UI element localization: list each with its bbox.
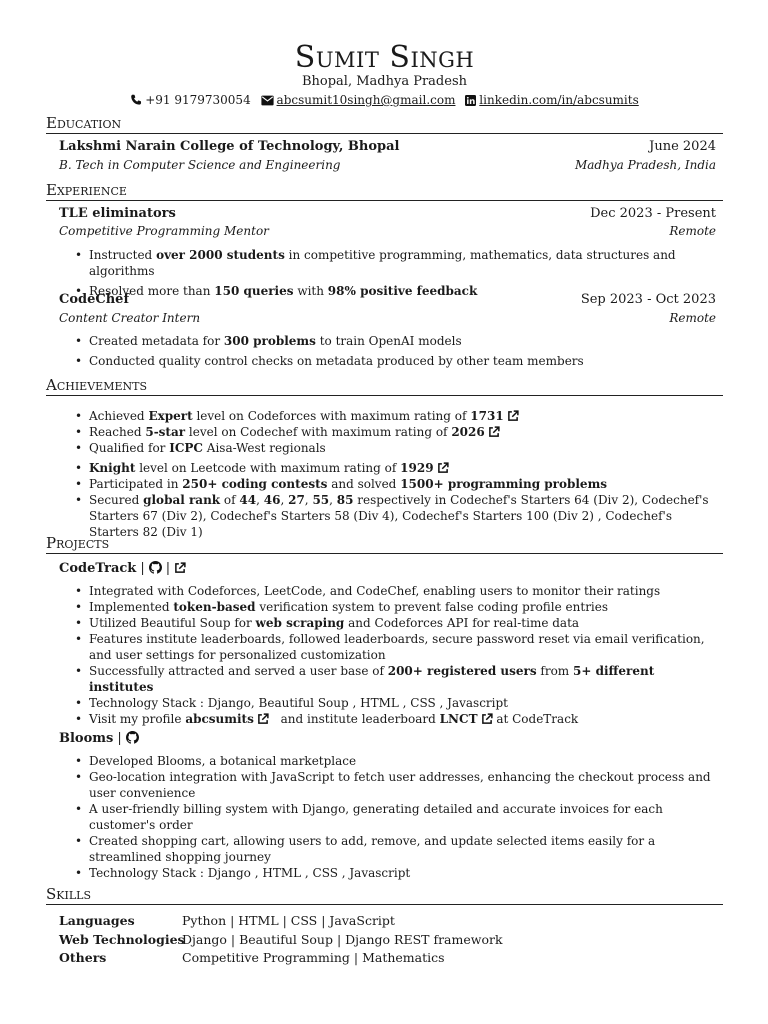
linkedin-item[interactable] [465, 91, 638, 109]
external-link-icon[interactable] [481, 713, 493, 725]
experience-dates: Dec 2023 - Present [590, 206, 716, 221]
list-item: • Conducted quality control checks on metadata produced by other team members [75, 353, 720, 369]
skill-row [59, 931, 716, 950]
experience-subheader [59, 310, 716, 328]
phone-icon [130, 94, 142, 106]
list-item: • Created metadata for 300 problems to train OpenAI models [75, 333, 720, 349]
phone-item[interactable] [130, 91, 251, 109]
experience-location: Remote [669, 311, 716, 325]
list-item: • Participated in 250+ coding contests and solved 1500+ programming problems [75, 476, 720, 492]
list-item: • Achieved Expert level on Codeforces with maximum rating of 1731 [75, 408, 720, 424]
github-icon[interactable] [149, 561, 162, 574]
list-item: • Technology Stack : Django , HTML , CSS , Javascript [75, 865, 720, 881]
experience-org: TLE eliminators [59, 206, 176, 221]
experience-bullets [75, 333, 720, 369]
skill-category: Languages [59, 913, 135, 928]
list-item: • Knight level on Leetcode with maximum rating of 1929 [75, 460, 720, 476]
education-place: Madhya Pradesh, India [574, 158, 716, 172]
experience-org: CodeChef [59, 292, 130, 307]
list-item: • Visit my profile abcsumits and institute leaderboard LNCT at CodeTrack [75, 711, 720, 727]
section-experience: Experience [46, 181, 723, 201]
blooms-bullets [75, 753, 720, 881]
experience-location: Remote [669, 224, 716, 238]
list-item: • Features institute leaderboards, followed leaderboards, secure password reset via email verification, and user settings for personalized customization [75, 631, 720, 663]
degree: B. Tech in Computer Science and Engineering [59, 158, 341, 172]
linkedin-icon [465, 95, 476, 106]
education-date: June 2024 [649, 139, 716, 154]
codetrack-bullets [75, 583, 720, 727]
section-achievements: Achievements [46, 376, 723, 396]
experience-role: Content Creator Intern [59, 311, 201, 325]
list-item: • A user-friendly billing system with Django, generating detailed and accurate invoices for each customer's order [75, 801, 720, 833]
list-item: • Utilized Beautiful Soup for web scraping and Codeforces API for real-time data [75, 615, 720, 631]
skill-values: Django | Beautiful Soup | Django REST framework [182, 931, 503, 947]
resume-name: Sumit Singh [294, 40, 475, 75]
project-name: Blooms [59, 731, 114, 746]
external-link-icon[interactable] [257, 713, 269, 725]
external-link-icon[interactable] [488, 426, 500, 438]
skill-values: Competitive Programming | Mathematics [182, 950, 445, 965]
project-name: CodeTrack [59, 561, 137, 576]
location: Bhopal, Madhya Pradesh [301, 74, 467, 89]
school-name: Lakshmi Narain College of Technology, Bhopal [59, 139, 400, 154]
list-item: • Successfully attracted and served a user base of 200+ registered users from 5+ different institutes [75, 663, 720, 695]
github-icon[interactable] [126, 731, 139, 744]
section-skills: Skills [46, 885, 723, 905]
list-item: • Technology Stack : Django, Beautiful Soup , HTML , CSS , Javascript [75, 695, 720, 711]
external-link-icon[interactable] [174, 562, 186, 574]
linkedin-link[interactable]: linkedin.com/in/abcsumits [479, 93, 639, 107]
list-item: • Geo-location integration with JavaScript to fetch user addresses, enhancing the checkout process and user convenience [75, 769, 720, 801]
experience-dates: Sep 2023 - Oct 2023 [580, 292, 716, 307]
list-item: • Developed Blooms, a botanical marketplace [75, 753, 720, 769]
skill-values: Python | HTML | CSS | JavaScript [182, 913, 395, 928]
list-item: • Secured global rank of 44, 46, 27, 55, 85 respectively in Codechef's Starters 64 (Div 2), Codechef's Starters 67 (Div 2), Codechef's Starters 58 (Div 4), Codechef's Starters 100 (Div 2) , Codechef's Starters 82 (Div 1) [75, 492, 720, 540]
experience-header [59, 205, 716, 223]
list-item: • Implemented token-based verification system to prevent false coding profile entries [75, 599, 720, 615]
list-item: • Reached 5-star level on Codechef with maximum rating of 2026 [75, 424, 720, 440]
skill-category: Others [59, 950, 107, 965]
contact-line [46, 91, 723, 109]
education-row [59, 138, 716, 156]
skill-row [59, 912, 716, 931]
project-title-blooms: Blooms | [59, 730, 139, 748]
profile-link[interactable]: abcsumits [185, 712, 254, 726]
section-education: Education [46, 114, 723, 134]
skills-table [59, 912, 716, 968]
external-link-icon[interactable] [437, 462, 449, 474]
experience-header [59, 291, 716, 309]
list-item: • Qualified for ICPC Aisa-West regionals [75, 440, 720, 456]
degree-row [59, 157, 716, 175]
leaderboard-link[interactable]: LNCT [439, 712, 478, 726]
skill-category: Web Technologies [59, 931, 185, 947]
list-item: • Resolved more than 150 queries with 98% positive feedback [75, 283, 720, 299]
project-title-codetrack: CodeTrack | | [59, 560, 186, 578]
experience-role: Competitive Programming Mentor [59, 224, 269, 238]
email-item[interactable] [261, 91, 456, 109]
skill-row [59, 949, 716, 968]
email-link[interactable]: abcsumit10singh@gmail.com [276, 93, 456, 107]
experience-subheader [59, 223, 716, 241]
achievements-list [75, 408, 720, 540]
phone-text: +91 9179730054 [145, 93, 251, 107]
list-item: • Integrated with Codeforces, LeetCode, and CodeChef, enabling users to monitor their ratings [75, 583, 720, 599]
list-item: • Created shopping cart, allowing users to add, remove, and update selected items easily for a streamlined shopping journey [75, 833, 720, 865]
external-link-icon[interactable] [507, 410, 519, 422]
list-item: • Instructed over 2000 students in competitive programming, mathematics, data structures and algorithms [75, 247, 720, 279]
section-projects: Projects [46, 534, 723, 554]
envelope-icon [261, 95, 274, 106]
